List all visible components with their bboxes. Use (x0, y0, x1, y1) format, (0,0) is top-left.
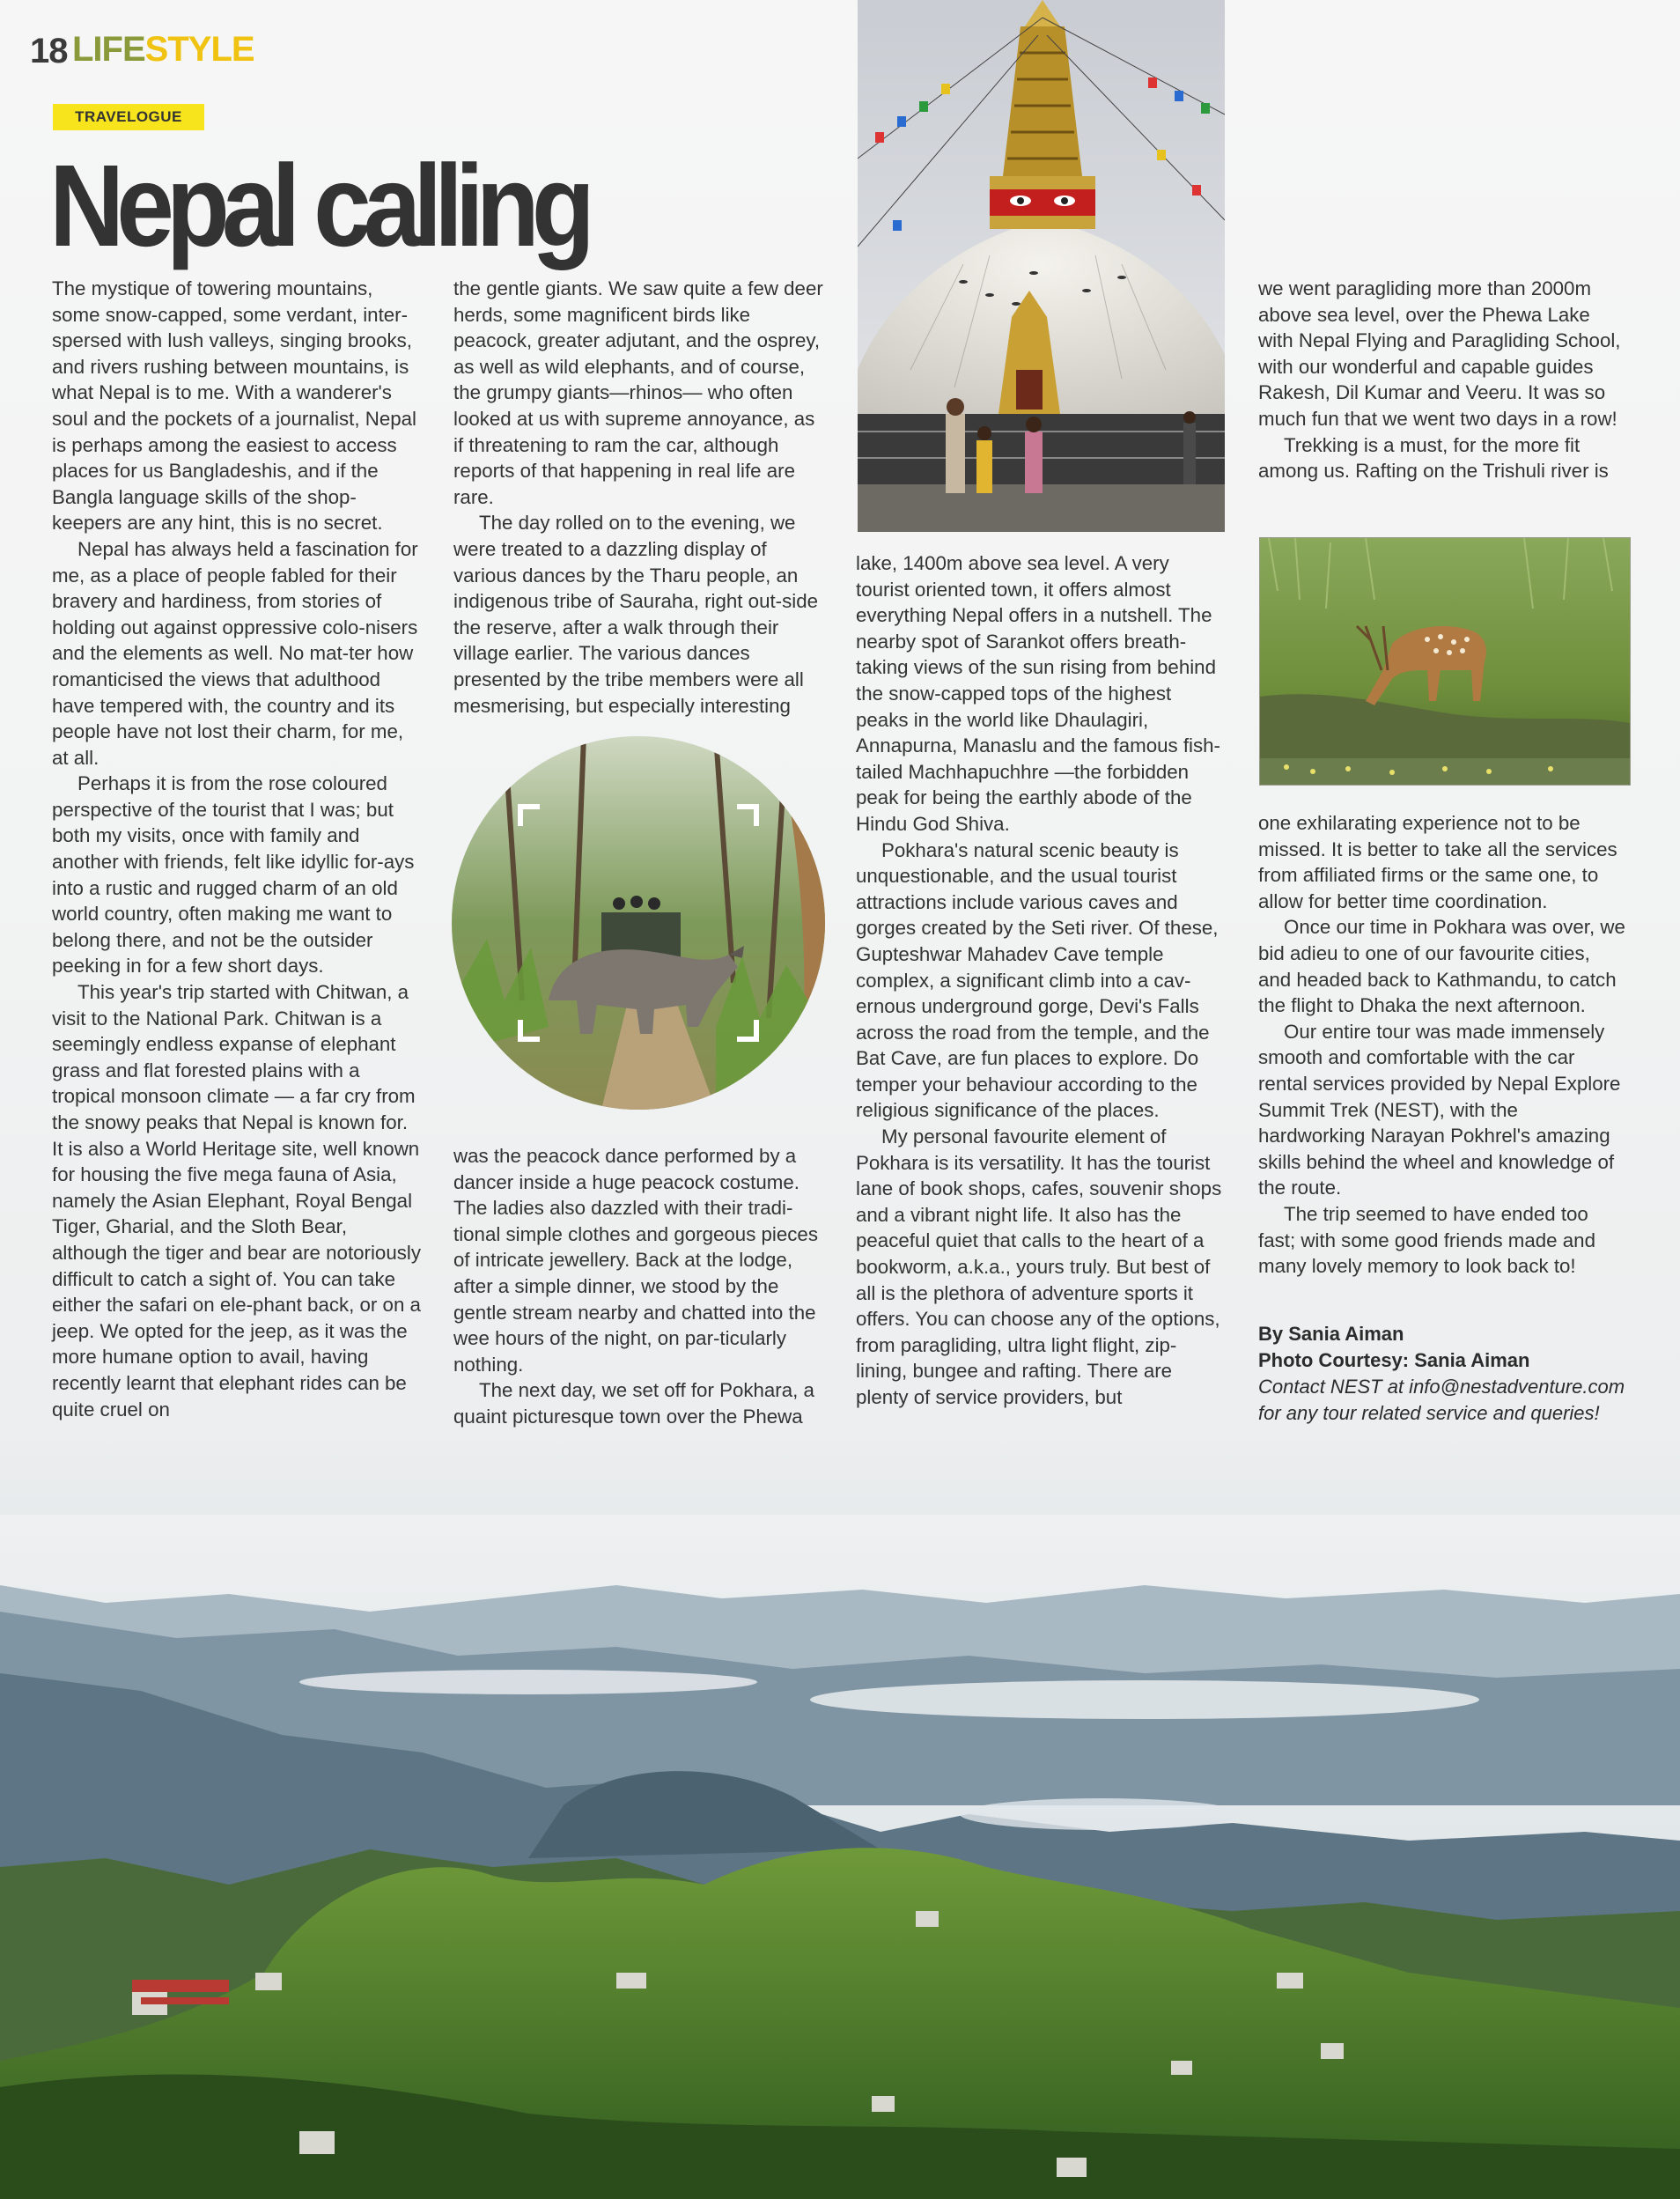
paragraph: Pokhara's natural scenic beauty is unquestionable, and the usual tourist attractions include various caves and gorges created by the Seti river. Of these, Gupteshwar Mahadev Cave temple complex, a significant climb into a cav-ernous underground gorge, Devi's Falls across the road from the temple, and the Bat Cave, are fun places to explore. Do temper your behaviour according to the religious significance of the places. (856, 838, 1219, 1122)
photo-credit: Photo Courtesy: Sania Aiman (1258, 1349, 1530, 1371)
paragraph: was the peacock dance performed by a dancer inside a huge peacock costume. The ladies also dazzled with their tradi-tional simple clothes and gorgeous pieces of intricate jewellery. Back at the lodge, after a simple dinner, we stood by the gentle stream nearby and chatted into the wee hours of the night, on par-ticularly nothing. (453, 1145, 818, 1376)
paragraph: the gentle giants. We saw quite a few deer herds, some magnificent birds like peacock, greater adjutant, and the osprey, as well as wild elephants, and of course, the grumpy giants—rhinos— who often looked at us with supreme annoyance, as if threatening to ram the car, although reports of that happening in real life are rare. (453, 277, 823, 508)
paragraph: The trip seemed to have ended too fast; with some good friends made and many lovely memory to look back to! (1258, 1202, 1595, 1278)
paragraph: The next day, we set off for Pokhara, a quaint picturesque town over the Phewa (453, 1379, 814, 1428)
paragraph: This year's trip started with Chitwan, a visit to the National Park. Chitwan is a seemingly endless expanse of elephant grass and flat forested plains with a tropical monsoon climate — a far cry from the snowy peaks that Nepal is known for. It is also a World Heritage site, well known for housing the five mega fauna of Asia, namely the Asian Elephant, Royal Bengal Tiger, Gharial, and the Sloth Bear, although the tiger and bear are notoriously difficult to catch a sight of. You can take either the safari on ele-phant back, or on a jeep. We opted for the jeep, as it was the more humane option to avail, having recently learnt that elephant rides can be quite cruel on (52, 981, 421, 1420)
article-column-2-top (453, 276, 823, 719)
contact-note: Contact NEST at info@nestadventure.com for any tour related service and queries! (1258, 1376, 1625, 1424)
byline-block (1258, 1321, 1646, 1427)
article-column-1 (52, 276, 422, 1422)
paragraph: Once our time in Pokhara was over, we bid adieu to one of our favourite cities, and headed back to Kathmandu, to catch the flight to Dhaka the next afternoon. (1258, 916, 1625, 1017)
article-column-4-top (1258, 276, 1628, 484)
paragraph: My personal favourite element of Pokhara is its versatility. It has the tourist lane of book shops, cafes, souvenir shops and a vibrant night life. It also has the peaceful quiet that calls to the heart of a bookworm, a.k.a., yours truly. But best of all is the plethora of adventure sports it offers. You can choose any of the options, from paragliding, ultra light flight, zip-lining, bungee and rafting. There are plenty of service providers, but (856, 1125, 1222, 1408)
mountain-landscape-photo (0, 1515, 1680, 2199)
paragraph: one exhilarating experience not to be missed. It is better to take all the services from affiliated firms or the same one, to allow for better time coordination. (1258, 812, 1617, 912)
paragraph: lake, 1400m above sea level. A very tourist oriented town, it offers almost everything Nepal offers in a nutshell. The nearby spot of Sarankot offers breath-taking views of the sun rising from behind the snow-capped tops of the highest peaks in the world like Dhaulagiri, Annapurna, Manaslu and the famous fish-tailed Machhapuchhre —the forbidden peak for being the earthly abode of the Hindu God Shiva. (856, 552, 1220, 835)
section-life-label: LIFE (72, 30, 145, 69)
paragraph: The day rolled on to the evening, we were treated to a dazzling display of various dances by the Tharu people, an indigenous tribe of Sauraha, right out-side the reserve, after a walk through their village earlier. The various dances presented by the tribe members were all mesmerising, but especially interesting (453, 512, 818, 717)
article-column-2-bottom (453, 1143, 823, 1430)
page-number: 18 (30, 32, 68, 70)
paragraph: Nepal has always held a fascination for me, as a place of people fabled for their bravery and hardiness, from stories of holding out against oppressive colo-nisers and the elements as well. No mat-ter how romanticised the views that adulthood have tempered with, the country and its people have not lost their charm, for me, at all. (52, 537, 418, 769)
byline: By Sania Aiman (1258, 1323, 1404, 1345)
headline: Nepal calling (49, 141, 587, 272)
paragraph: Perhaps it is from the rose coloured perspective of the tourist that I was; but both my visits, once with family and another with friends, felt like idyllic for-ays into a rustic and rugged charm of an old world country, often making me want to belong there, and not be the outsider peeking in for a few short days. (52, 772, 415, 978)
paragraph: we went paragliding more than 2000m above sea level, over the Phewa Lake with Nepal Flying and Paragliding School, with our wonderful and capable guides Rakesh, Dil Kumar and Veeru. It was so much fun that we went two days in a row! (1258, 277, 1621, 430)
deer-photo (1259, 537, 1631, 786)
article-column-4-bottom (1258, 810, 1628, 1280)
paragraph: Our entire tour was made immensely smooth and comfortable with the car rental services provided by Nepal Explore Summit Trek (NEST), with the hardworking Narayan Pokhrel's amazing skills behind the wheel and knowledge of the route. (1258, 1020, 1621, 1199)
article-column-3 (856, 550, 1226, 1411)
kicker-label: TRAVELOGUE (53, 104, 204, 130)
paragraph: The mystique of towering mountains, some snow-capped, some verdant, inter-spersed with lush valleys, singing brooks, and rivers rushing between mountains, is what Nepal is to me. With a wanderer's soul and the pockets of a journalist, Nepal is perhaps among the easiest to access places for us Bangladeshis, and if the Bangla language skills of the shop-keepers are any hint, this is no secret. (52, 277, 416, 535)
section-style-label: STYLE (144, 30, 254, 69)
section-name (72, 30, 254, 70)
stupa-photo (858, 0, 1225, 532)
rhino-safari-photo (452, 736, 825, 1110)
paragraph: Trekking is a must, for the more fit among us. Rafting on the Trishuli river is (1258, 433, 1609, 483)
